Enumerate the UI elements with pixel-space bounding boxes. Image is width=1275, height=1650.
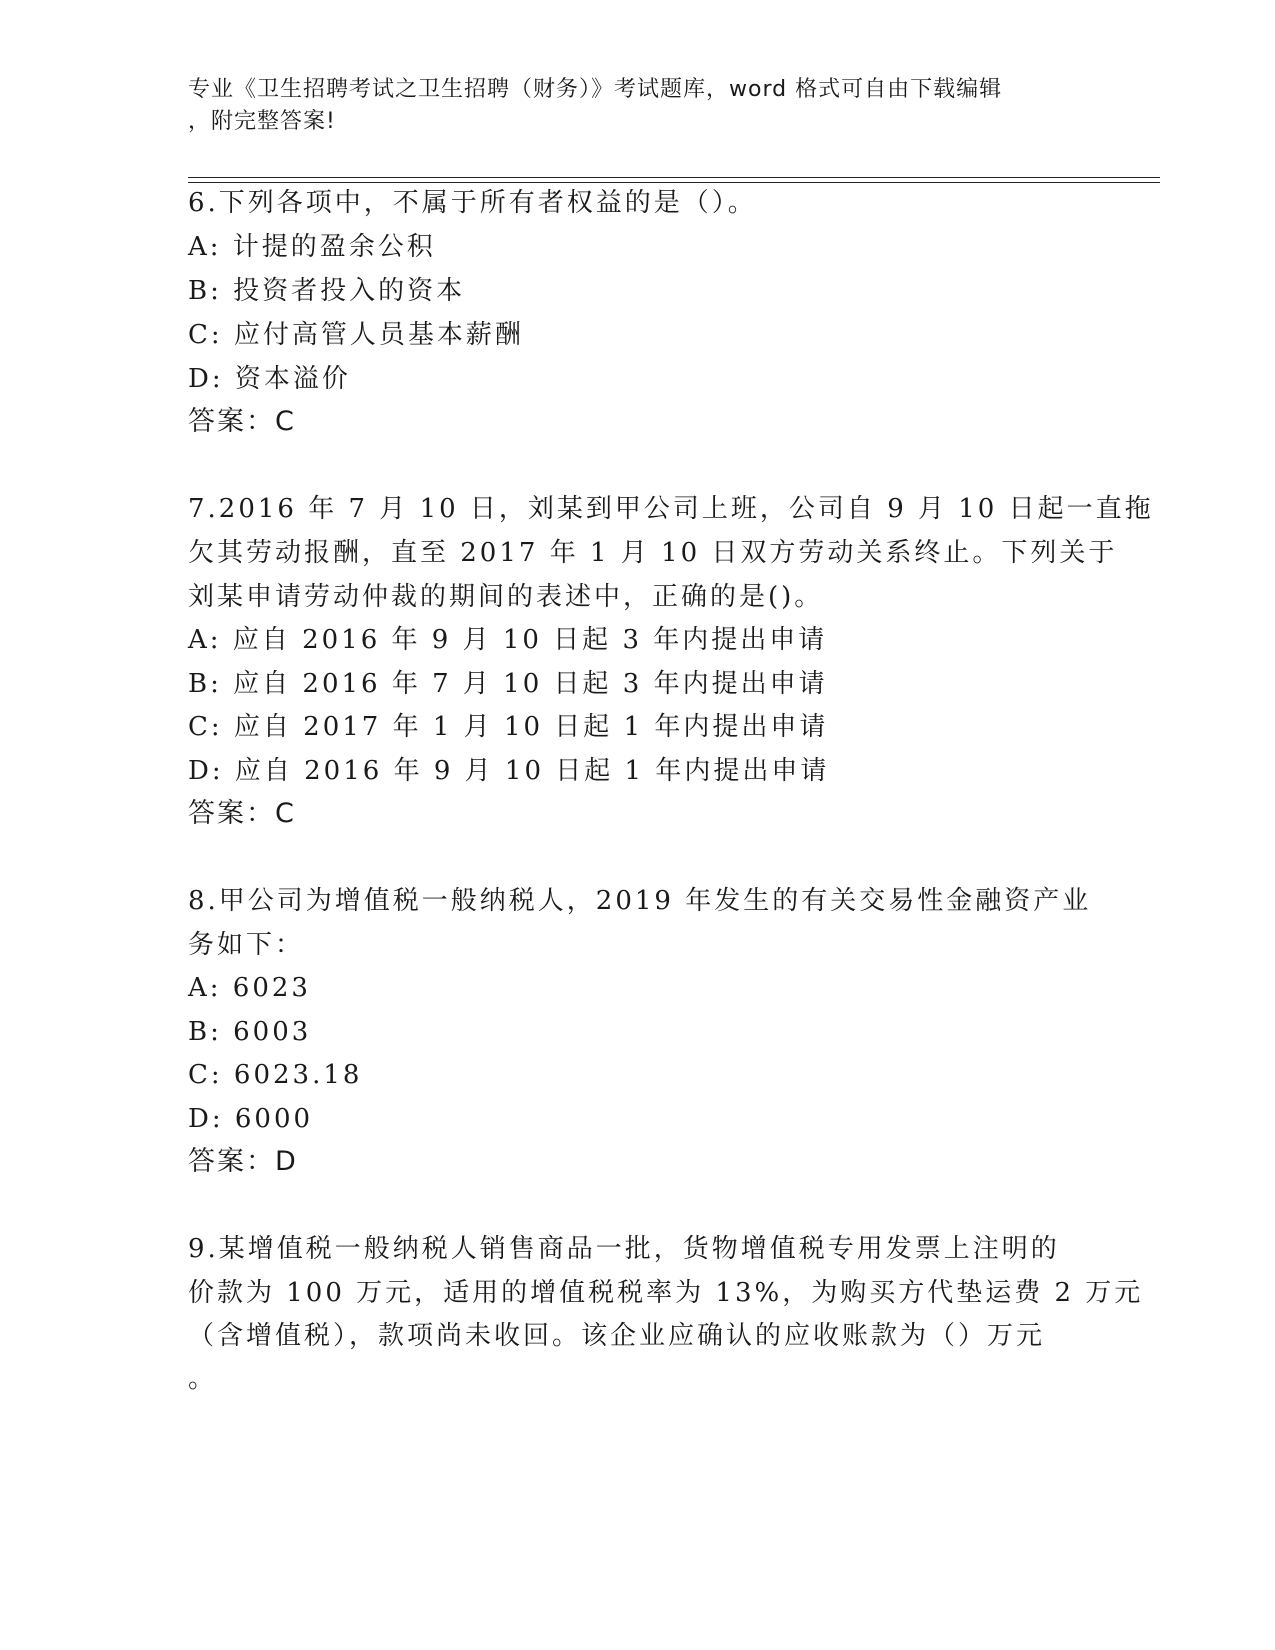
question-8-option-b: B: 6003 (188, 1017, 312, 1047)
question-7-option-a: A: 应自 2016 年 9 月 10 日起 3 年内提出申请 (188, 625, 828, 655)
question-6-option-d: D: 资本溢价 (188, 364, 351, 394)
question-9-stem-line-2: 价款为 100 万元，适用的增值税税率为 13%，为购买方代垫运费 2 万元 (188, 1278, 1144, 1308)
question-7-option-d: D: 应自 2016 年 9 月 10 日起 1 年内提出申请 (188, 756, 830, 786)
header-line-1: 专业《卫生招聘考试之卫生招聘（财务）》考试题库，word 格式可自由下载编辑 (188, 77, 1003, 102)
question-8-option-c: C: 6023.18 (188, 1060, 363, 1090)
question-6-stem: 6.下列各项中，不属于所有者权益的是（）。 (188, 188, 757, 218)
header-divider-top (188, 177, 1160, 178)
question-8-option-d: D: 6000 (188, 1104, 314, 1134)
question-7-stem-line-1: 7.2016 年 7 月 10 日，刘某到甲公司上班，公司自 9 月 10 日起一直拖 (188, 494, 1154, 524)
question-6-option-a: A: 计提的盈余公积 (188, 232, 436, 262)
question-6-option-b: B: 投资者投入的资本 (188, 276, 466, 306)
question-7-option-c: C: 应自 2017 年 1 月 10 日起 1 年内提出申请 (188, 712, 829, 742)
question-8-option-a: A: 6023 (188, 973, 311, 1003)
question-9-stem-line-1: 9.某增值税一般纳税人销售商品一批，货物增值税专用发票上注明的 (188, 1234, 1060, 1264)
question-9-stem-line-4: 。 (188, 1364, 218, 1394)
question-9-stem-line-3: （含增值税），款项尚未收回。该企业应确认的应收账款为（）万元 (188, 1321, 1046, 1351)
question-7-stem-line-2: 欠其劳动报酬，直至 2017 年 1 月 10 日双方劳动关系终止。下列关于 (188, 538, 1118, 568)
header-divider-bottom (188, 182, 1160, 183)
question-6-answer: 答案：C (188, 406, 296, 437)
question-8-stem-line-1: 8.甲公司为增值税一般纳税人，2019 年发生的有关交易性金融资产业 (188, 886, 1092, 916)
question-7-option-b: B: 应自 2016 年 7 月 10 日起 3 年内提出申请 (188, 669, 828, 699)
question-6-option-c: C: 应付高管人员基本薪酬 (188, 320, 524, 350)
question-7-stem-line-3: 刘某申请劳动仲裁的期间的表述中，正确的是()。 (188, 582, 824, 612)
question-8-stem-line-2: 务如下： (188, 930, 305, 960)
question-8-answer: 答案：D (188, 1146, 298, 1177)
header-line-2: ，附完整答案! (188, 109, 336, 134)
document-header (188, 74, 1068, 138)
question-7-answer: 答案：C (188, 798, 296, 829)
